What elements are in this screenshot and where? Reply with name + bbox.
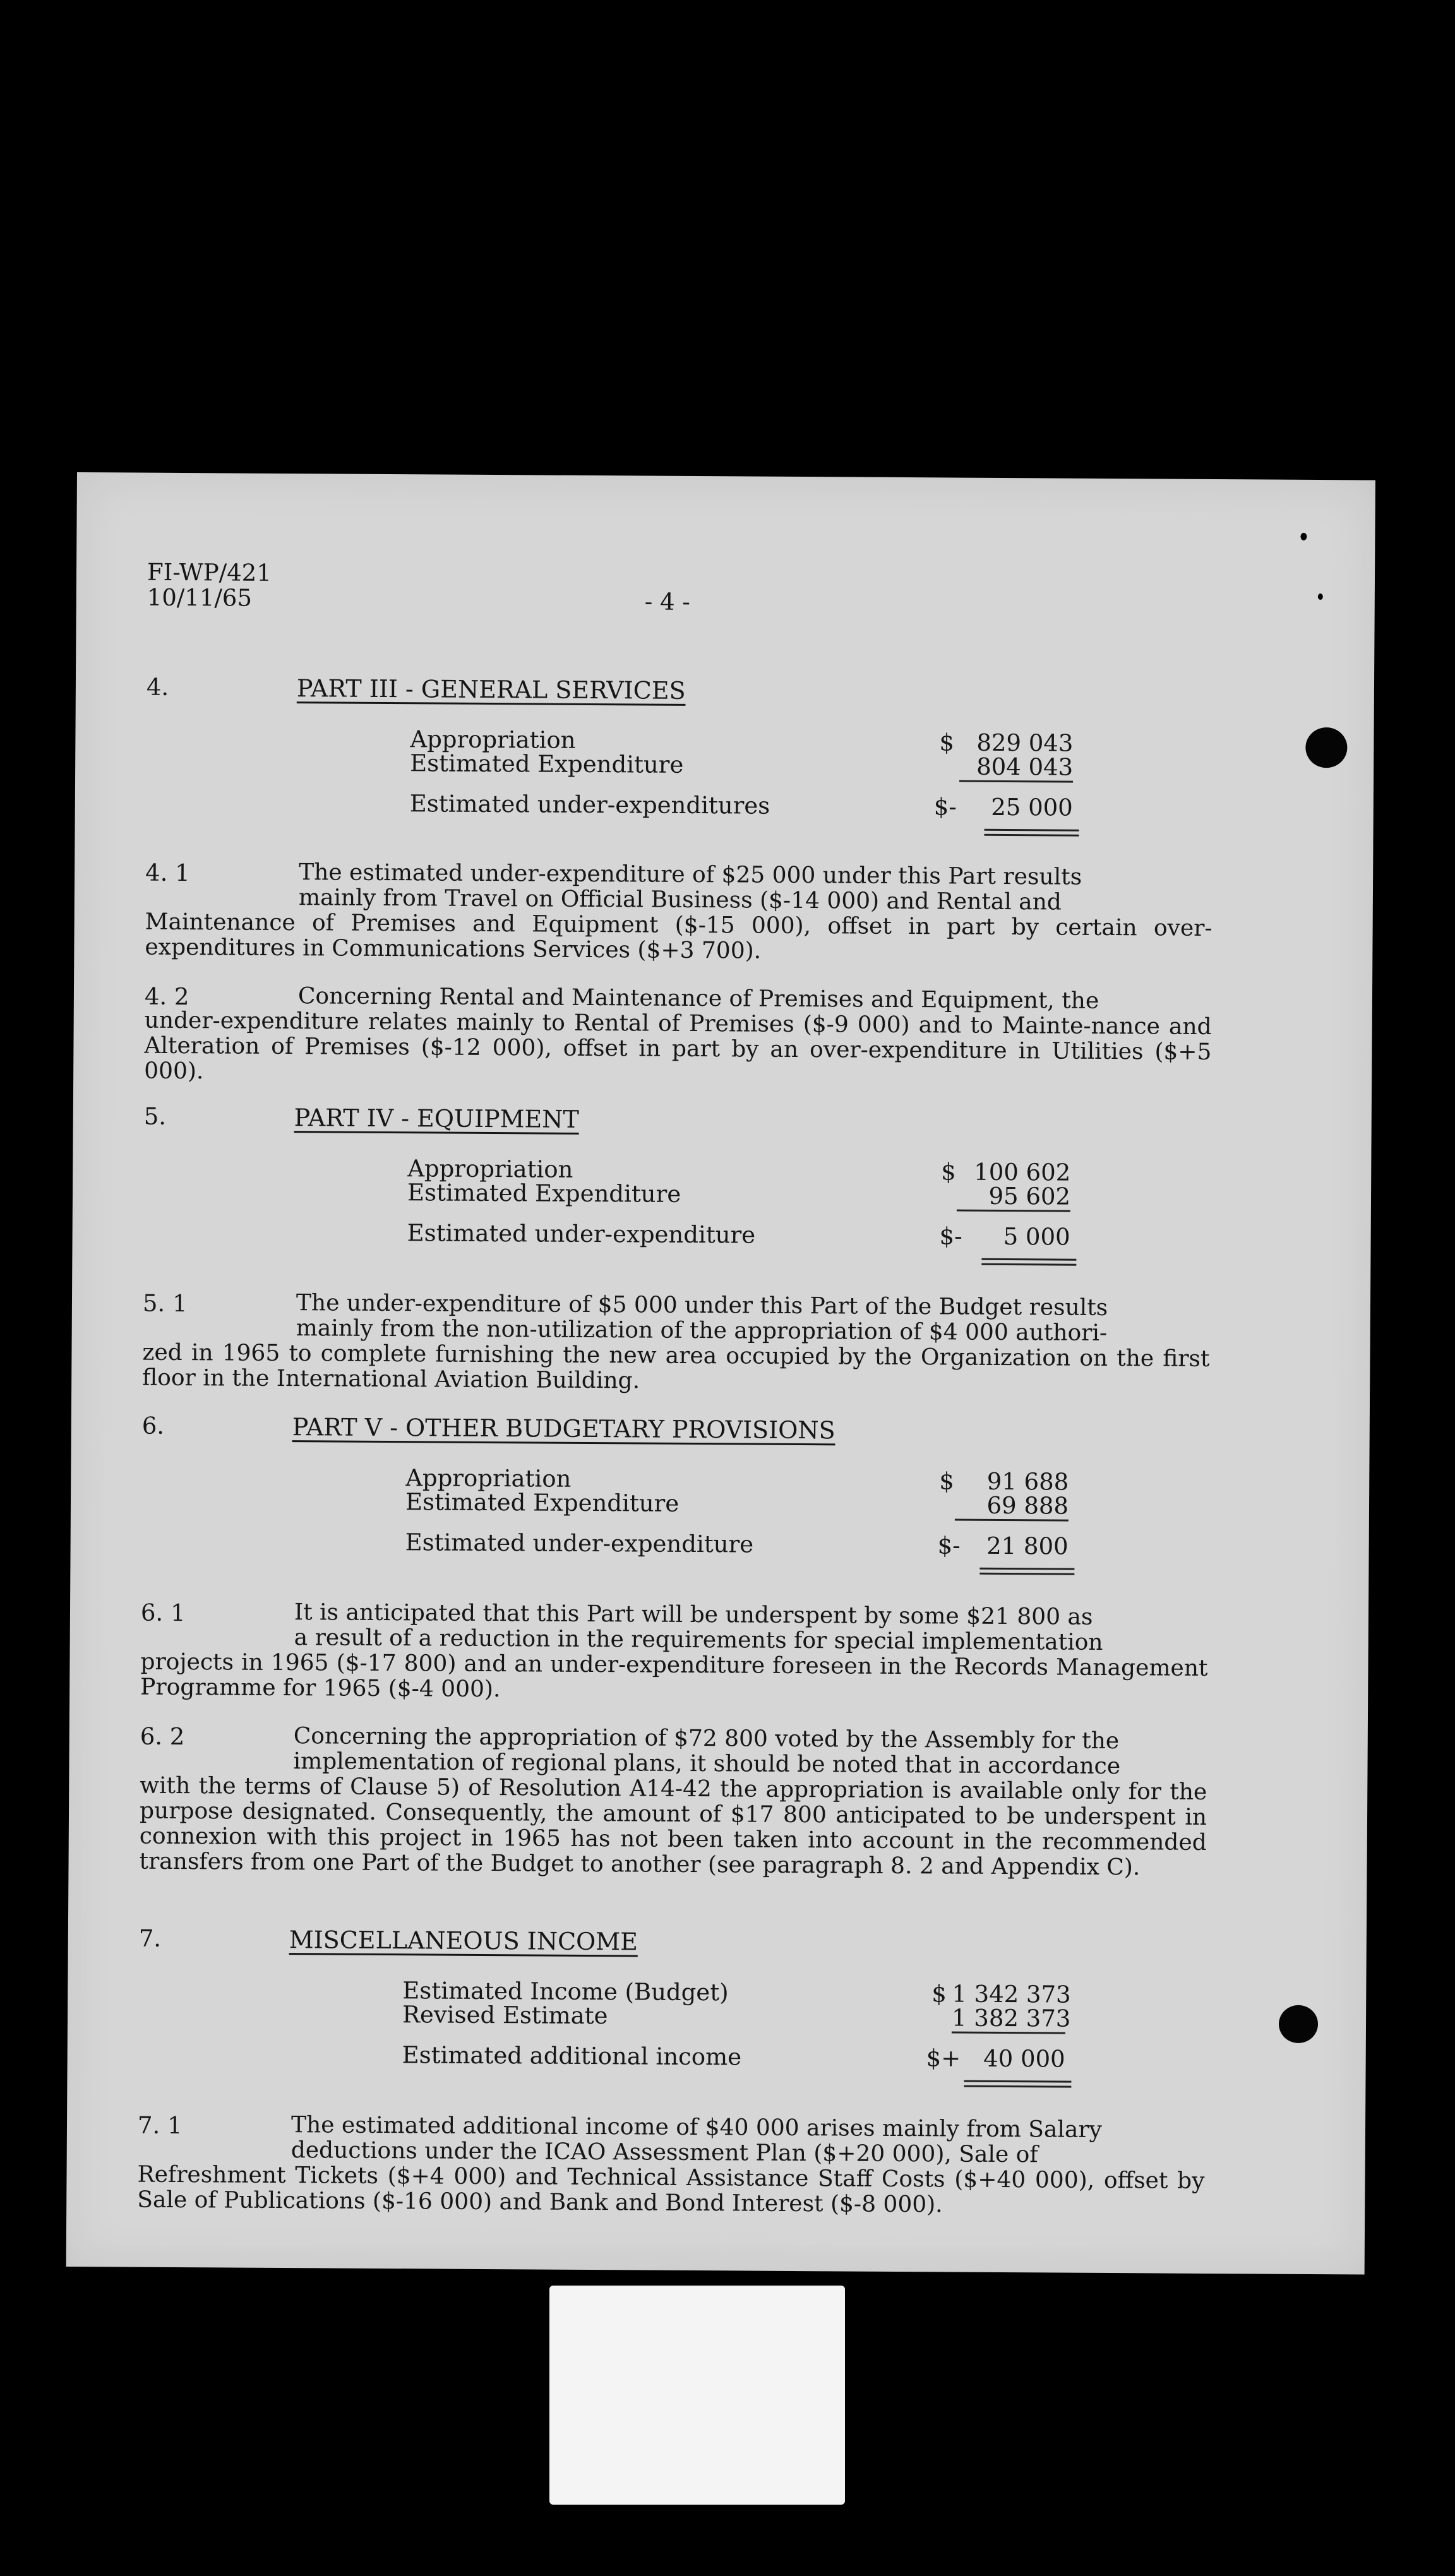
s6-under-expenditure-currency: $- (937, 1532, 961, 1559)
s4-appropriation-currency: $ (939, 729, 955, 756)
para-6-1-number: 6. 1 (140, 1599, 186, 1627)
paper-speck (1300, 533, 1307, 540)
para-6-1-first-line: It is anticipated that this Part will be underspent by some $21 800 as (294, 1599, 1093, 1630)
para-4-1-second-line: mainly from Travel on Official Business ($-14 000) and Rental and (298, 885, 1062, 915)
para-7-1-first-line: The estimated additional income of $40 000 arises mainly from Salary (290, 2112, 1103, 2143)
s6-under-expenditure-amount: 21 800 (986, 1532, 1069, 1560)
para-6-2 (139, 1723, 1207, 1881)
s5-appropriation-currency: $ (941, 1158, 956, 1186)
para-6-2-number: 6. 2 (140, 1722, 185, 1751)
s6-appropriation-currency: $ (939, 1467, 954, 1495)
para-5-1-second-line: mainly from the non-utilization of the appropriation of $4 000 authori- (296, 1315, 1108, 1346)
para-6-2-first-line: Concerning the appropriation of $72 800 voted by the Assembly for the (293, 1723, 1120, 1755)
s7-additional-income-currency: $+ (926, 2044, 961, 2072)
blank-card (549, 2286, 845, 2505)
section-7-heading: MISCELLANEOUS INCOME (289, 1926, 638, 1956)
section-6-number: 6. (141, 1412, 165, 1440)
para-7-1-number: 7. 1 (137, 2111, 183, 2140)
para-5-1-number: 5. 1 (142, 1289, 188, 1318)
s7-budget-income-amount: 1 342 373 (952, 1980, 1071, 2008)
punch-hole-bottom (1279, 2005, 1318, 2043)
s7-revised-estimate-label: Revised Estimate (402, 2001, 608, 2030)
s4-appropriation-amount: 829 043 (976, 729, 1074, 757)
s5-total-double-rule (981, 1258, 1076, 1266)
s7-revised-estimate-amount: 1 382 373 (952, 2005, 1065, 2034)
s5-under-expenditure-currency: $- (939, 1222, 962, 1250)
s5-under-expenditure-label: Estimated under-expenditure (407, 1219, 756, 1249)
section-5-heading: PART IV - EQUIPMENT (294, 1104, 579, 1133)
document-page (66, 472, 1375, 2275)
s5-expenditure-amount: 95 602 (957, 1183, 1070, 1212)
para-5-1-rest: zed in 1965 to complete furnishing the new area occupied by the Organization on the first floor in the International Aviation Building. (142, 1339, 1210, 1394)
para-4-1 (145, 859, 1212, 967)
s7-additional-income-amount: 40 000 (983, 2044, 1065, 2073)
para-6-2-second-line: implementation of regional plans, it should be noted that in accordance (293, 1748, 1121, 1780)
s4-total-double-rule (985, 829, 1079, 837)
para-7-1 (137, 2112, 1205, 2219)
para-4-1-rest: Maintenance of Premises and Equipment ($-15 000), offset in part by certain over-expenditures in Communications Services ($+3 700). (145, 909, 1212, 964)
s5-appropriation-label: Appropriation (407, 1155, 573, 1183)
section-4-number: 4. (146, 673, 169, 701)
s7-budget-income-label: Estimated Income (Budget) (402, 1977, 729, 2007)
s6-expenditure-label: Estimated Expenditure (405, 1488, 680, 1517)
s7-budget-income-currency: $ (931, 1980, 947, 2008)
s4-expenditure-amount: 804 043 (959, 753, 1073, 783)
s4-expenditure-label: Estimated Expenditure (410, 749, 684, 778)
s5-expenditure-label: Estimated Expenditure (407, 1179, 681, 1208)
s4-under-expenditure-label: Estimated under-expenditures (409, 790, 770, 820)
para-6-1-second-line: a result of a reduction in the requirements for special implementation (294, 1625, 1103, 1655)
s4-under-expenditure-currency: $- (933, 793, 957, 821)
s7-total-double-rule (964, 2080, 1071, 2088)
doc-reference: FI-WP/421 (147, 558, 272, 587)
para-6-1-rest: projects in 1965 ($-17 800) and an under-expenditure foreseen in the Records Management Programme for 1965 ($-4 000). (140, 1649, 1208, 1703)
para-7-1-second-line: deductions under the ICAO Assessment Plan ($+20 000), Sale of (290, 2137, 1038, 2168)
para-4-1-number: 4. 1 (145, 859, 190, 887)
section-4-heading: PART III - GENERAL SERVICES (296, 674, 686, 705)
para-4-2 (144, 983, 1212, 1090)
section-5-number: 5. (143, 1102, 167, 1130)
punch-hole-top (1305, 727, 1347, 768)
section-7-number: 7. (138, 1924, 162, 1952)
para-4-1-first-line: The estimated under-expenditure of $25 000 under this Part results (299, 859, 1082, 890)
para-5-1 (142, 1290, 1210, 1397)
s5-appropriation-amount: 100 602 (974, 1158, 1071, 1186)
s5-under-expenditure-amount: 5 000 (1003, 1222, 1070, 1251)
s6-expenditure-amount: 69 888 (955, 1492, 1069, 1522)
para-6-1 (140, 1599, 1208, 1707)
para-6-2-rest: with the terms of Clause 5) of Resolution A14-42 the appropriation is available only for the purpose designated. Consequently, the amount of $17 800 anticipated to be underspent in connexion with this project in 1965 has not been taken into account in the recommended transfers from one Part of the Budget to another (see paragraph 8. 2 and Appendix C). (139, 1772, 1207, 1881)
para-5-1-first-line: The under-expenditure of $5 000 under this Part of the Budget results (296, 1290, 1108, 1321)
para-7-1-rest: Refreshment Tickets ($+4 000) and Technical Assistance Staff Costs ($+40 000), offset by Sale of Publications ($-16 000) and Bank and Bond Interest ($-8 000). (137, 2161, 1205, 2218)
doc-date: 10/11/65 (147, 583, 253, 612)
s4-under-expenditure-amount: 25 000 (991, 793, 1073, 821)
page-number: - 4 - (644, 588, 690, 616)
s6-appropriation-label: Appropriation (405, 1464, 572, 1493)
para-4-2-first-line: Concerning Rental and Maintenance of Premises and Equipment, the (297, 983, 1099, 1014)
para-4-2-number: 4. 2 (144, 982, 189, 1011)
s6-total-double-rule (979, 1568, 1074, 1575)
section-6-heading: PART V - OTHER BUDGETARY PROVISIONS (292, 1413, 835, 1445)
s6-under-expenditure-label: Estimated under-expenditure (405, 1529, 754, 1558)
paper-speck (1318, 593, 1323, 600)
s6-appropriation-amount: 91 688 (986, 1467, 1069, 1496)
para-4-2-rest: under-expenditure relates mainly to Rental of Premises ($-9 000) and to Mainte-nance and Alteration of Premises ($-12 000), offset in part by an over-expenditure in Utilities ($+5 000). (144, 1007, 1212, 1085)
s7-additional-income-label: Estimated additional income (402, 2041, 742, 2071)
s4-appropriation-label: Appropriation (410, 725, 576, 754)
